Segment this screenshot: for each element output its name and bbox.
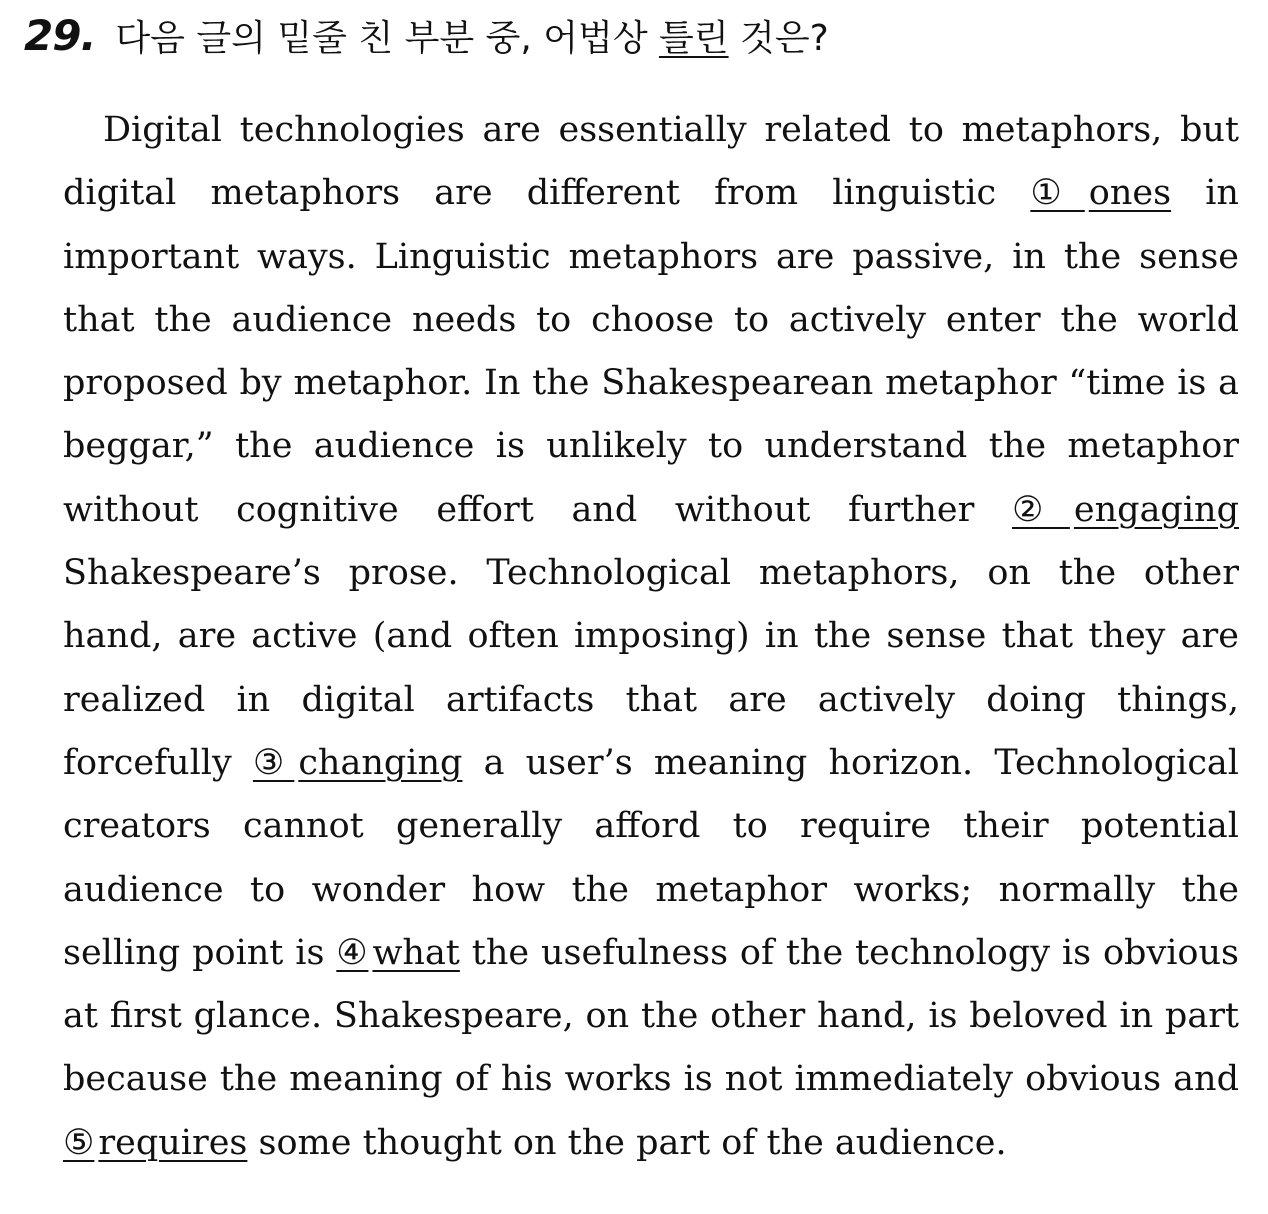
reading-passage	[63, 99, 1239, 1175]
passage-segment-2: in important ways. Linguistic metaphors are passive, in the sense that the audience needs to choose to actively enter the world proposed by metaphor. In the Shakespearean metaphor “time is a beggar,” the audience is unlikely to understand the metaphor without cognitive effort and without further	[63, 173, 1239, 530]
passage-segment-5: the usefulness of the technology is obvious at first glance. Shakespeare, on the other hand, is beloved in part because the meaning of his works is not immediately obvious and	[63, 932, 1239, 1100]
passage-segment-6: some thought on the part of the audience.	[247, 1122, 1007, 1163]
option-2-word: engaging	[1073, 489, 1239, 530]
option-3-underlined[interactable]	[253, 743, 463, 783]
option-5-underlined[interactable]	[63, 1123, 247, 1163]
prompt-text-after: 것은?	[728, 18, 829, 59]
option-5-word: requires	[98, 1122, 248, 1163]
option-5-marker: ⑤	[63, 1122, 95, 1163]
option-4-word: what	[372, 932, 460, 973]
option-1-underlined[interactable]	[1030, 173, 1171, 213]
option-3-word: changing	[298, 742, 463, 783]
option-2-marker: ②	[1011, 489, 1070, 530]
passage-segment-1: Digital technologies are essentially related to metaphors, but digital metaphors are different from linguistic	[63, 110, 1239, 214]
question-prompt	[115, 10, 828, 61]
option-4-underlined[interactable]	[336, 933, 460, 973]
option-4-marker: ④	[336, 932, 369, 973]
passage-segment-3: Shakespeare’s prose. Technological metaphors, on the other hand, are active (and often imposing) in the sense that they are realized in digital artifacts that are actively doing things, forcefully	[63, 553, 1239, 783]
prompt-text-before: 다음 글의 밑줄 친 부분 중, 어법상	[115, 18, 660, 59]
question-number: 29.	[24, 11, 96, 60]
option-3-marker: ③	[252, 742, 295, 783]
option-1-word: ones	[1088, 173, 1172, 214]
passage-segment-4: a user’s meaning horizon. Technological creators cannot generally afford to require their potential audience to wonder how the metaphor works; normally the selling point is	[63, 742, 1239, 973]
question-header	[24, 10, 829, 61]
option-1-marker: ①	[1030, 173, 1085, 214]
prompt-underlined-word: 틀린	[659, 18, 729, 59]
option-2-underlined[interactable]	[1012, 490, 1239, 530]
